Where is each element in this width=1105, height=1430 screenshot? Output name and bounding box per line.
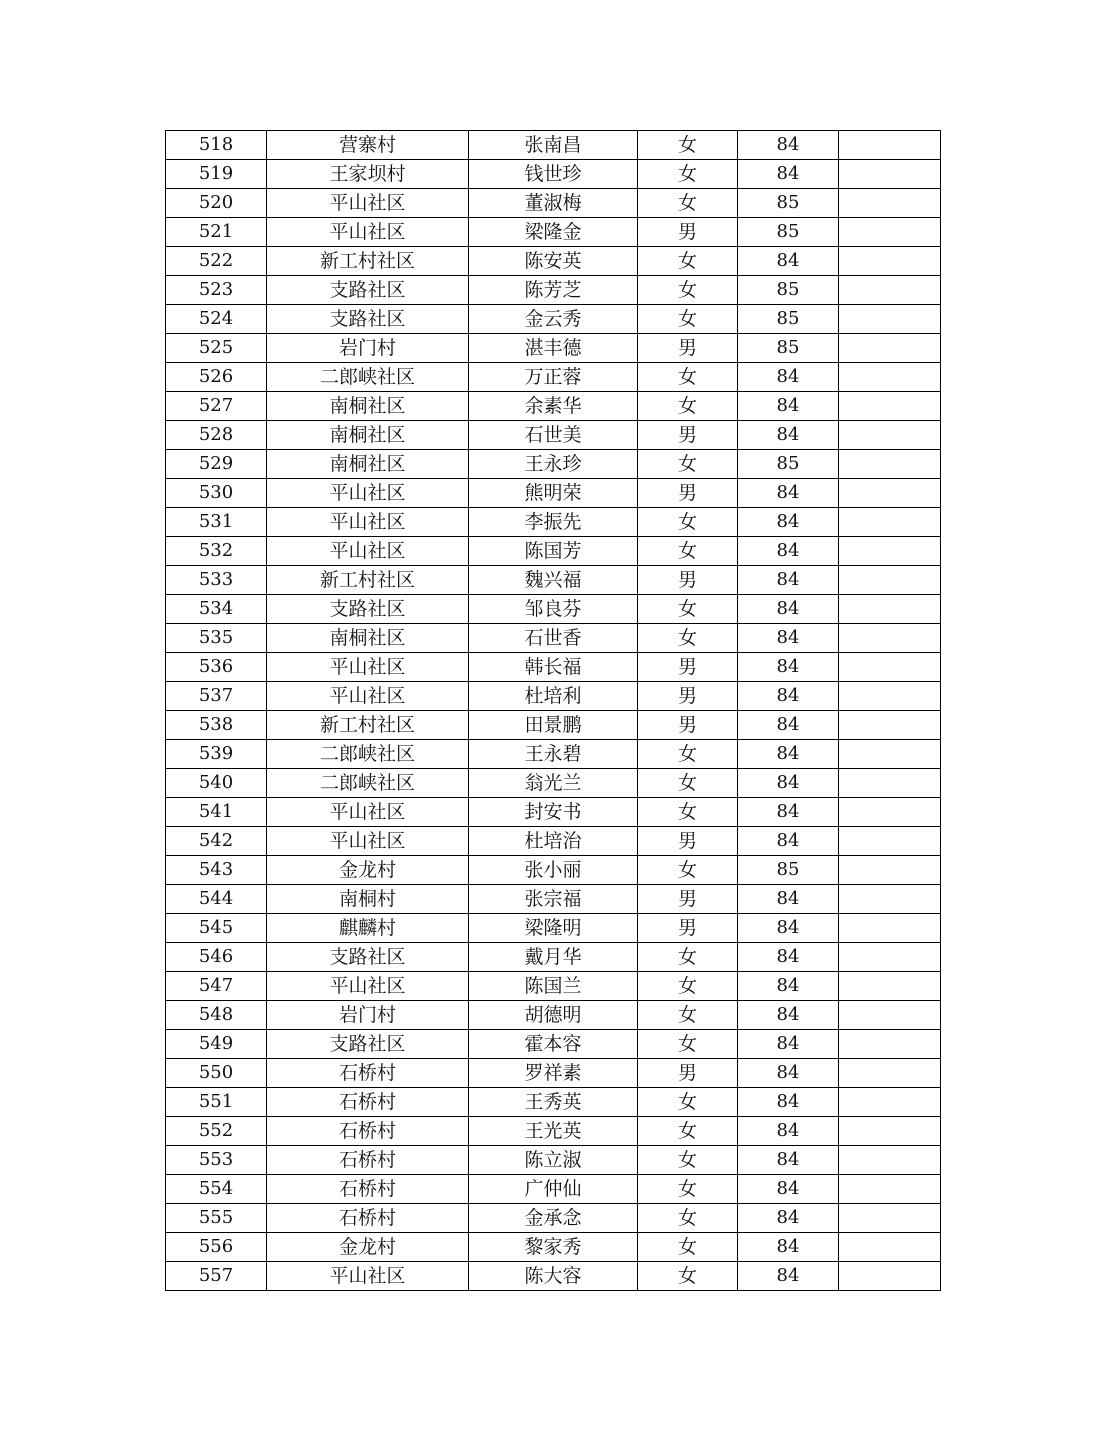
gender-cell: 女 — [638, 740, 738, 769]
remark-cell — [839, 189, 941, 218]
index-cell: 528 — [166, 421, 267, 450]
remark-cell — [839, 1059, 941, 1088]
age-cell: 84 — [738, 1001, 839, 1030]
community-cell: 支路社区 — [267, 943, 469, 972]
name-cell: 杜培治 — [469, 827, 638, 856]
name-cell: 杜培利 — [469, 682, 638, 711]
table-row — [166, 334, 941, 363]
community-cell: 平山社区 — [267, 827, 469, 856]
community-cell: 石桥村 — [267, 1146, 469, 1175]
community-cell: 二郎峡社区 — [267, 363, 469, 392]
community-cell: 平山社区 — [267, 479, 469, 508]
table-row — [166, 740, 941, 769]
age-cell: 84 — [738, 1233, 839, 1262]
index-cell: 543 — [166, 856, 267, 885]
index-cell: 538 — [166, 711, 267, 740]
gender-cell: 男 — [638, 334, 738, 363]
name-cell: 石世美 — [469, 421, 638, 450]
name-cell: 董淑梅 — [469, 189, 638, 218]
community-cell: 石桥村 — [267, 1117, 469, 1146]
remark-cell — [839, 653, 941, 682]
gender-cell: 男 — [638, 421, 738, 450]
table-row — [166, 305, 941, 334]
table-row — [166, 914, 941, 943]
table-row — [166, 566, 941, 595]
gender-cell: 女 — [638, 1175, 738, 1204]
name-cell: 王永碧 — [469, 740, 638, 769]
community-cell: 南桐社区 — [267, 392, 469, 421]
table-row — [166, 1001, 941, 1030]
gender-cell: 女 — [638, 392, 738, 421]
gender-cell: 男 — [638, 566, 738, 595]
gender-cell: 女 — [638, 1262, 738, 1291]
remark-cell — [839, 566, 941, 595]
gender-cell: 女 — [638, 856, 738, 885]
index-cell: 552 — [166, 1117, 267, 1146]
age-cell: 85 — [738, 218, 839, 247]
name-cell: 余素华 — [469, 392, 638, 421]
age-cell: 85 — [738, 334, 839, 363]
gender-cell: 女 — [638, 1117, 738, 1146]
table-row — [166, 682, 941, 711]
age-cell: 84 — [738, 653, 839, 682]
community-cell: 平山社区 — [267, 682, 469, 711]
age-cell: 84 — [738, 798, 839, 827]
remark-cell — [839, 624, 941, 653]
index-cell: 520 — [166, 189, 267, 218]
remark-cell — [839, 914, 941, 943]
gender-cell: 女 — [638, 1001, 738, 1030]
table-row — [166, 479, 941, 508]
gender-cell: 男 — [638, 218, 738, 247]
table-row — [166, 1030, 941, 1059]
community-cell: 新工村社区 — [267, 566, 469, 595]
remark-cell — [839, 160, 941, 189]
index-cell: 547 — [166, 972, 267, 1001]
community-cell: 支路社区 — [267, 276, 469, 305]
gender-cell: 女 — [638, 189, 738, 218]
gender-cell: 女 — [638, 1146, 738, 1175]
name-cell: 翁光兰 — [469, 769, 638, 798]
age-cell: 84 — [738, 1146, 839, 1175]
name-cell: 魏兴福 — [469, 566, 638, 595]
community-cell: 王家坝村 — [267, 160, 469, 189]
gender-cell: 男 — [638, 885, 738, 914]
gender-cell: 女 — [638, 131, 738, 160]
name-cell: 王光英 — [469, 1117, 638, 1146]
table-row — [166, 392, 941, 421]
name-cell: 李振先 — [469, 508, 638, 537]
name-cell: 陈芳芝 — [469, 276, 638, 305]
table-row — [166, 363, 941, 392]
age-cell: 84 — [738, 1030, 839, 1059]
table-row — [166, 1175, 941, 1204]
index-cell: 532 — [166, 537, 267, 566]
name-cell: 张小丽 — [469, 856, 638, 885]
age-cell: 84 — [738, 508, 839, 537]
community-cell: 石桥村 — [267, 1059, 469, 1088]
index-cell: 550 — [166, 1059, 267, 1088]
name-cell: 戴月华 — [469, 943, 638, 972]
remark-cell — [839, 885, 941, 914]
table-row — [166, 653, 941, 682]
remark-cell — [839, 1204, 941, 1233]
name-cell: 张宗福 — [469, 885, 638, 914]
index-cell: 527 — [166, 392, 267, 421]
index-cell: 539 — [166, 740, 267, 769]
community-cell: 平山社区 — [267, 653, 469, 682]
remark-cell — [839, 305, 941, 334]
table-row — [166, 711, 941, 740]
age-cell: 85 — [738, 305, 839, 334]
remark-cell — [839, 1117, 941, 1146]
name-cell: 石世香 — [469, 624, 638, 653]
table-row — [166, 798, 941, 827]
name-cell: 陈国兰 — [469, 972, 638, 1001]
remark-cell — [839, 856, 941, 885]
community-cell: 南桐社区 — [267, 421, 469, 450]
gender-cell: 女 — [638, 624, 738, 653]
gender-cell: 女 — [638, 972, 738, 1001]
gender-cell: 女 — [638, 1030, 738, 1059]
age-cell: 84 — [738, 363, 839, 392]
index-cell: 555 — [166, 1204, 267, 1233]
table-row — [166, 189, 941, 218]
index-cell: 533 — [166, 566, 267, 595]
remark-cell — [839, 247, 941, 276]
gender-cell: 女 — [638, 1233, 738, 1262]
index-cell: 551 — [166, 1088, 267, 1117]
name-cell: 王秀英 — [469, 1088, 638, 1117]
age-cell: 84 — [738, 624, 839, 653]
table-row — [166, 1117, 941, 1146]
index-cell: 540 — [166, 769, 267, 798]
table-row — [166, 1233, 941, 1262]
community-cell: 金龙村 — [267, 856, 469, 885]
gender-cell: 男 — [638, 479, 738, 508]
age-cell: 85 — [738, 450, 839, 479]
remark-cell — [839, 972, 941, 1001]
name-cell: 田景鹏 — [469, 711, 638, 740]
table-row — [166, 1088, 941, 1117]
index-cell: 534 — [166, 595, 267, 624]
community-cell: 石桥村 — [267, 1204, 469, 1233]
table-row — [166, 450, 941, 479]
index-cell: 548 — [166, 1001, 267, 1030]
gender-cell: 男 — [638, 711, 738, 740]
table-row — [166, 624, 941, 653]
community-cell: 平山社区 — [267, 189, 469, 218]
index-cell: 542 — [166, 827, 267, 856]
remark-cell — [839, 1088, 941, 1117]
age-cell: 84 — [738, 1059, 839, 1088]
remark-cell — [839, 682, 941, 711]
age-cell: 84 — [738, 421, 839, 450]
remark-cell — [839, 218, 941, 247]
community-cell: 平山社区 — [267, 798, 469, 827]
table-row — [166, 885, 941, 914]
name-cell: 金承念 — [469, 1204, 638, 1233]
index-cell: 524 — [166, 305, 267, 334]
index-cell: 553 — [166, 1146, 267, 1175]
remark-cell — [839, 1175, 941, 1204]
index-cell: 556 — [166, 1233, 267, 1262]
remark-cell — [839, 769, 941, 798]
gender-cell: 女 — [638, 160, 738, 189]
community-cell: 二郎峡社区 — [267, 740, 469, 769]
index-cell: 529 — [166, 450, 267, 479]
community-cell: 营寨村 — [267, 131, 469, 160]
index-cell: 523 — [166, 276, 267, 305]
gender-cell: 女 — [638, 943, 738, 972]
remark-cell — [839, 508, 941, 537]
table-row — [166, 595, 941, 624]
table-row — [166, 537, 941, 566]
age-cell: 84 — [738, 740, 839, 769]
name-cell: 张南昌 — [469, 131, 638, 160]
remark-cell — [839, 1146, 941, 1175]
age-cell: 84 — [738, 566, 839, 595]
gender-cell: 女 — [638, 595, 738, 624]
table-row — [166, 1262, 941, 1291]
remark-cell — [839, 421, 941, 450]
remark-cell — [839, 1001, 941, 1030]
remark-cell — [839, 479, 941, 508]
remark-cell — [839, 537, 941, 566]
name-cell: 熊明荣 — [469, 479, 638, 508]
index-cell: 536 — [166, 653, 267, 682]
index-cell: 535 — [166, 624, 267, 653]
remark-cell — [839, 450, 941, 479]
community-cell: 支路社区 — [267, 595, 469, 624]
index-cell: 519 — [166, 160, 267, 189]
name-cell: 韩长福 — [469, 653, 638, 682]
remark-cell — [839, 334, 941, 363]
name-cell: 陈安英 — [469, 247, 638, 276]
age-cell: 84 — [738, 131, 839, 160]
age-cell: 84 — [738, 682, 839, 711]
remark-cell — [839, 798, 941, 827]
table-row — [166, 1204, 941, 1233]
community-cell: 二郎峡社区 — [267, 769, 469, 798]
name-cell: 陈大容 — [469, 1262, 638, 1291]
gender-cell: 男 — [638, 653, 738, 682]
community-cell: 平山社区 — [267, 1262, 469, 1291]
age-cell: 84 — [738, 479, 839, 508]
name-cell: 钱世珍 — [469, 160, 638, 189]
age-cell: 84 — [738, 1262, 839, 1291]
gender-cell: 男 — [638, 682, 738, 711]
community-cell: 岩门村 — [267, 1001, 469, 1030]
table-row — [166, 508, 941, 537]
gender-cell: 女 — [638, 1088, 738, 1117]
name-cell: 王永珍 — [469, 450, 638, 479]
community-cell: 平山社区 — [267, 972, 469, 1001]
index-cell: 546 — [166, 943, 267, 972]
community-cell: 南桐社区 — [267, 624, 469, 653]
gender-cell: 女 — [638, 798, 738, 827]
community-cell: 南桐社区 — [267, 450, 469, 479]
gender-cell: 女 — [638, 276, 738, 305]
remark-cell — [839, 827, 941, 856]
gender-cell: 女 — [638, 769, 738, 798]
roster-table — [165, 130, 941, 1291]
name-cell: 万正蓉 — [469, 363, 638, 392]
age-cell: 84 — [738, 1117, 839, 1146]
remark-cell — [839, 131, 941, 160]
age-cell: 84 — [738, 943, 839, 972]
community-cell: 金龙村 — [267, 1233, 469, 1262]
gender-cell: 女 — [638, 450, 738, 479]
age-cell: 84 — [738, 711, 839, 740]
gender-cell: 女 — [638, 363, 738, 392]
name-cell: 胡德明 — [469, 1001, 638, 1030]
remark-cell — [839, 363, 941, 392]
table-row — [166, 827, 941, 856]
name-cell: 罗祥素 — [469, 1059, 638, 1088]
index-cell: 522 — [166, 247, 267, 276]
remark-cell — [839, 1233, 941, 1262]
age-cell: 84 — [738, 769, 839, 798]
age-cell: 84 — [738, 392, 839, 421]
index-cell: 545 — [166, 914, 267, 943]
age-cell: 84 — [738, 1088, 839, 1117]
community-cell: 石桥村 — [267, 1088, 469, 1117]
remark-cell — [839, 276, 941, 305]
table-row — [166, 943, 941, 972]
age-cell: 85 — [738, 856, 839, 885]
remark-cell — [839, 740, 941, 769]
index-cell: 557 — [166, 1262, 267, 1291]
age-cell: 85 — [738, 276, 839, 305]
age-cell: 84 — [738, 537, 839, 566]
community-cell: 平山社区 — [267, 537, 469, 566]
table-row — [166, 856, 941, 885]
name-cell: 金云秀 — [469, 305, 638, 334]
index-cell: 544 — [166, 885, 267, 914]
table-row — [166, 1146, 941, 1175]
table-row — [166, 131, 941, 160]
roster-table-body — [166, 131, 941, 1291]
remark-cell — [839, 711, 941, 740]
gender-cell: 女 — [638, 537, 738, 566]
age-cell: 84 — [738, 827, 839, 856]
community-cell: 新工村社区 — [267, 247, 469, 276]
table-row — [166, 218, 941, 247]
table-row — [166, 769, 941, 798]
index-cell: 541 — [166, 798, 267, 827]
age-cell: 84 — [738, 247, 839, 276]
name-cell: 黎家秀 — [469, 1233, 638, 1262]
name-cell: 陈国芳 — [469, 537, 638, 566]
name-cell: 霍本容 — [469, 1030, 638, 1059]
age-cell: 84 — [738, 160, 839, 189]
index-cell: 554 — [166, 1175, 267, 1204]
remark-cell — [839, 1262, 941, 1291]
name-cell: 湛丰德 — [469, 334, 638, 363]
gender-cell: 男 — [638, 914, 738, 943]
age-cell: 84 — [738, 914, 839, 943]
community-cell: 石桥村 — [267, 1175, 469, 1204]
name-cell: 封安书 — [469, 798, 638, 827]
index-cell: 537 — [166, 682, 267, 711]
remark-cell — [839, 943, 941, 972]
community-cell: 平山社区 — [267, 508, 469, 537]
gender-cell: 女 — [638, 305, 738, 334]
table-row — [166, 247, 941, 276]
index-cell: 518 — [166, 131, 267, 160]
age-cell: 84 — [738, 972, 839, 1001]
table-row — [166, 160, 941, 189]
index-cell: 525 — [166, 334, 267, 363]
index-cell: 530 — [166, 479, 267, 508]
name-cell: 陈立淑 — [469, 1146, 638, 1175]
index-cell: 521 — [166, 218, 267, 247]
index-cell: 549 — [166, 1030, 267, 1059]
remark-cell — [839, 595, 941, 624]
community-cell: 平山社区 — [267, 218, 469, 247]
community-cell: 岩门村 — [267, 334, 469, 363]
community-cell: 新工村社区 — [267, 711, 469, 740]
table-row — [166, 1059, 941, 1088]
age-cell: 84 — [738, 1175, 839, 1204]
gender-cell: 男 — [638, 827, 738, 856]
age-cell: 84 — [738, 885, 839, 914]
name-cell: 广仲仙 — [469, 1175, 638, 1204]
name-cell: 梁隆明 — [469, 914, 638, 943]
community-cell: 支路社区 — [267, 1030, 469, 1059]
gender-cell: 男 — [638, 1059, 738, 1088]
remark-cell — [839, 1030, 941, 1059]
table-row — [166, 972, 941, 1001]
table-row — [166, 276, 941, 305]
age-cell: 85 — [738, 189, 839, 218]
table-row — [166, 421, 941, 450]
age-cell: 84 — [738, 1204, 839, 1233]
gender-cell: 女 — [638, 247, 738, 276]
name-cell: 梁隆金 — [469, 218, 638, 247]
index-cell: 531 — [166, 508, 267, 537]
community-cell: 支路社区 — [267, 305, 469, 334]
community-cell: 麒麟村 — [267, 914, 469, 943]
age-cell: 84 — [738, 595, 839, 624]
gender-cell: 女 — [638, 508, 738, 537]
remark-cell — [839, 392, 941, 421]
name-cell: 邹良芬 — [469, 595, 638, 624]
community-cell: 南桐村 — [267, 885, 469, 914]
index-cell: 526 — [166, 363, 267, 392]
gender-cell: 女 — [638, 1204, 738, 1233]
